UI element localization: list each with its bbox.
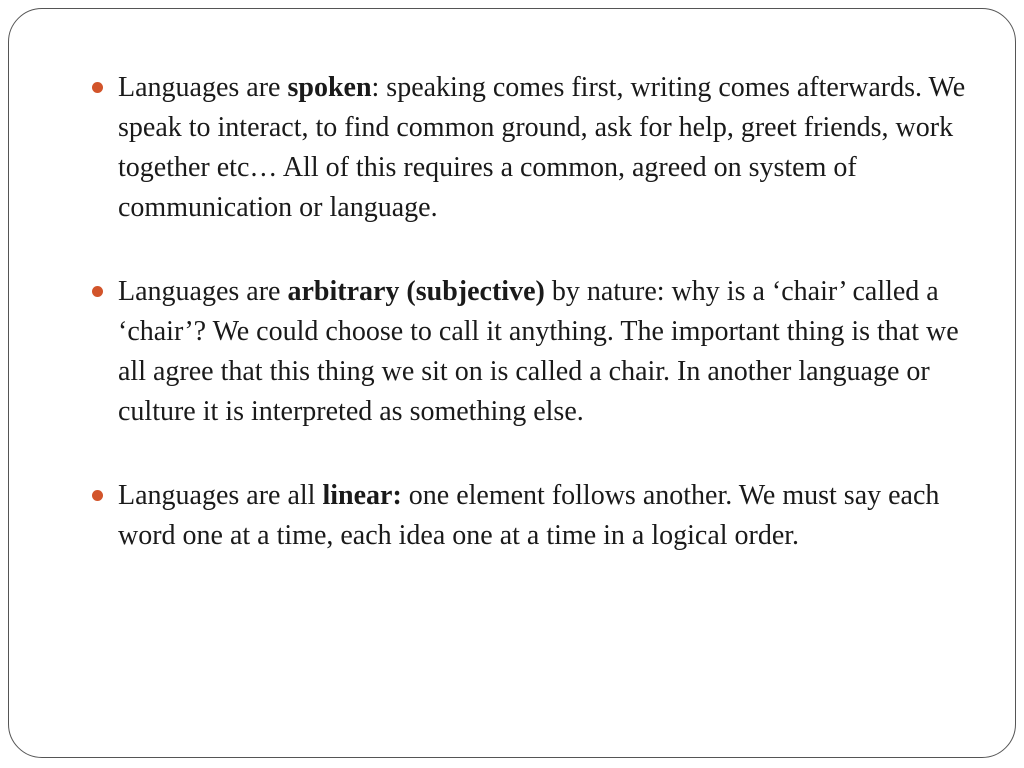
bullet-dot-icon	[92, 82, 103, 93]
bullet-dot-icon	[92, 286, 103, 297]
bullet-emphasis: arbitrary (subjective)	[287, 276, 545, 307]
bullet-text: one element follows another. We must say each word one at a time, each idea one at a time in a logical order.	[118, 480, 940, 551]
bullet-linear	[88, 476, 968, 556]
bullet-prefix: Languages are all	[118, 480, 323, 511]
bullet-text: by nature: why is a ‘chair’ called a ‘chair’? We could choose to call it anything. The important thing is that we all agree that this thing we sit on is called a chair. In another language or culture it is interpreted as something else.	[118, 276, 959, 427]
bullet-emphasis: spoken	[287, 72, 372, 103]
bullet-emphasis: linear:	[322, 480, 402, 511]
bullet-spoken	[88, 68, 968, 228]
bullet-dot-icon	[92, 490, 103, 501]
bullet-prefix: Languages are	[118, 276, 288, 307]
bullet-prefix: Languages are	[118, 72, 288, 103]
bullet-text: : speaking comes first, writing comes afterwards. We speak to interact, to find common ground, ask for help, greet friends, work together etc… All of this requires a common, agreed on system of communication or language.	[118, 72, 966, 223]
bullet-arbitrary	[88, 272, 968, 432]
bullet-list	[88, 68, 968, 600]
